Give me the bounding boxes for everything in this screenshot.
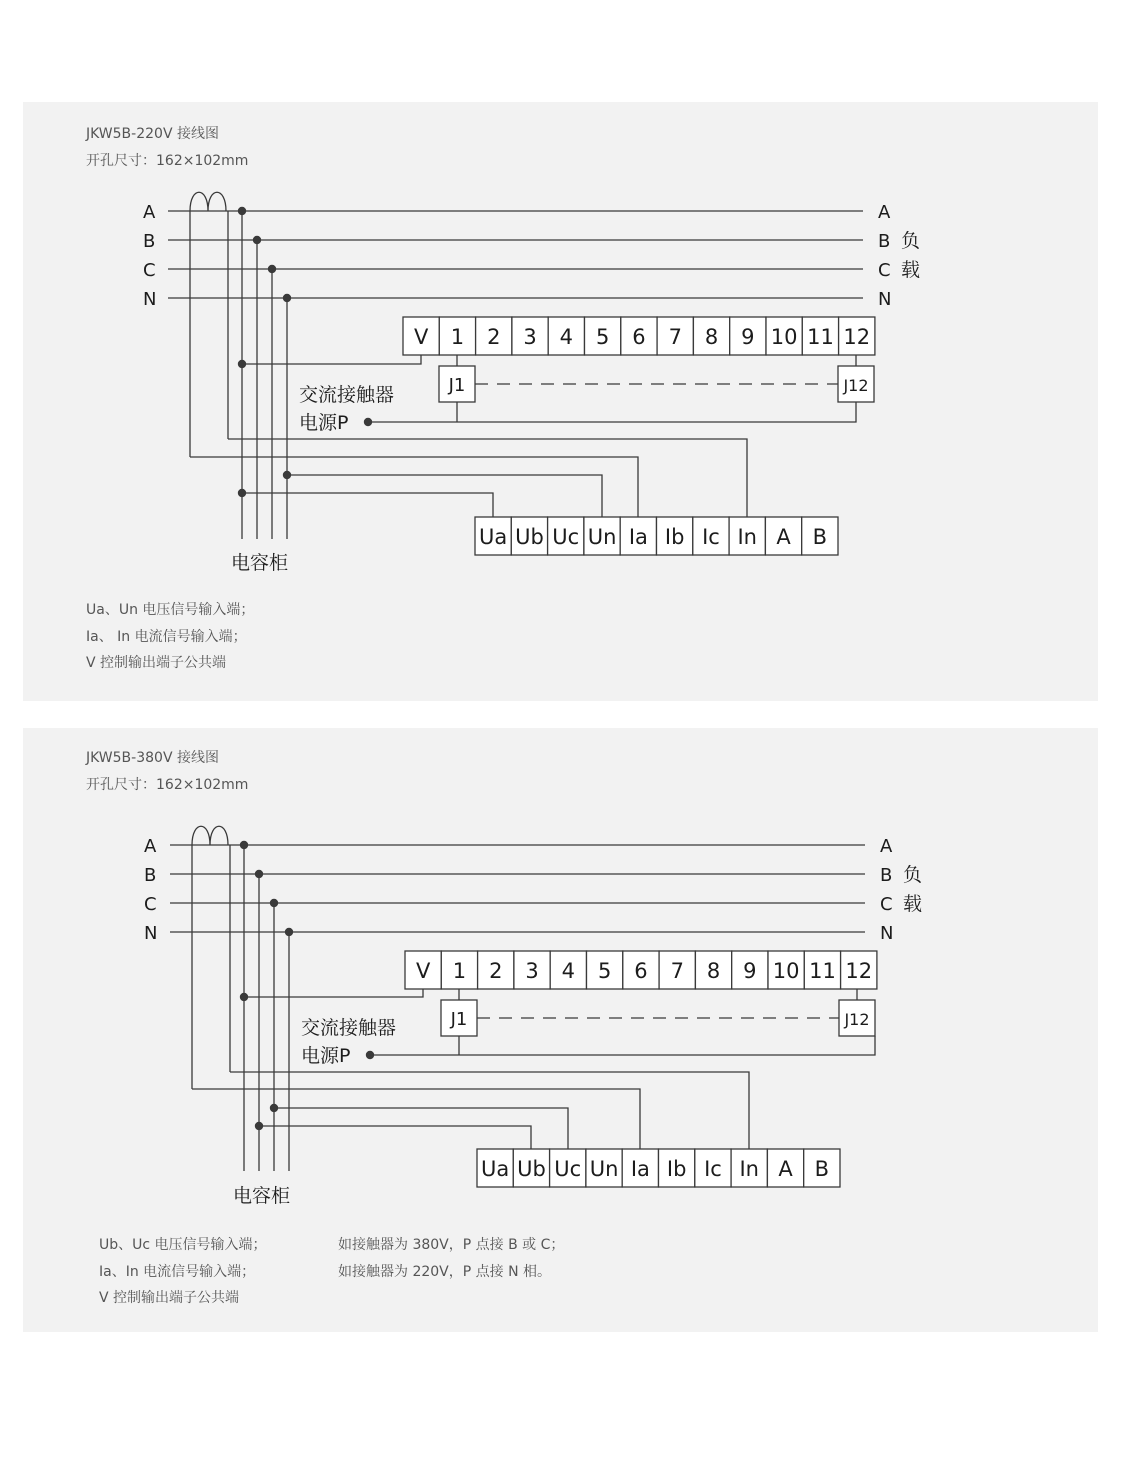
relay-terminal-label: 7 [668,325,682,349]
diagram-canvas [23,728,1098,1332]
load-label-2: 载 [901,259,921,281]
signal-terminal-label: A [778,1157,793,1181]
ub-signal-wire [259,1126,531,1149]
phase-n-left: N [143,289,157,310]
phase-a-left: A [144,836,157,857]
relay-terminal-label: 6 [634,959,648,983]
phase-a-left: A [143,202,156,223]
power-label: 电源P [299,412,349,434]
power-p-dot [366,1051,374,1059]
note-line-1: Ua、Un 电压信号输入端； [86,602,255,618]
relay-terminal-label: V [413,325,429,349]
junction-dot [240,841,248,849]
relay-terminal-label: 3 [525,959,539,983]
phase-n-right: N [880,923,894,944]
relay-terminal-label: 4 [561,959,576,983]
junction-dot [255,1122,263,1130]
signal-terminal-label: Ub [515,525,544,549]
signal-terminal-block [475,517,838,555]
signal-terminal-label: Ub [517,1157,546,1181]
un-signal-wire [287,475,602,517]
power-p-dot [364,418,372,426]
power-label: 电源P [301,1045,351,1067]
phase-c-right: C [880,894,893,915]
relay-terminal-label: 10 [772,959,800,983]
v-common-wire [244,989,423,997]
diagram-title: JKW5B-380V 接线图 [86,750,219,766]
phase-n-right: N [878,289,892,310]
relay-terminal-label: 8 [704,325,719,349]
load-label-2: 载 [903,893,923,915]
signal-terminal-label: Ua [481,1157,510,1181]
relay-terminal-label: 5 [595,325,610,349]
in-signal-wire [228,439,747,517]
relay-terminal-block [403,317,875,355]
relay-terminal-label: 5 [597,959,612,983]
junction-dot [238,207,246,215]
relay-terminal-label: 1 [450,325,465,349]
junction-dot [253,236,261,244]
ua-signal-wire [242,493,493,517]
signal-terminal-label: Uc [554,1157,582,1181]
junction-dot [283,471,291,479]
signal-terminal-label: A [776,525,791,549]
relay-terminal-label: 11 [809,959,836,983]
note-line-3: V 控制输出端子公共端 [99,1290,240,1306]
v-common-wire [242,355,421,364]
note-line-1: Ub、Uc 电压信号输入端； [99,1237,267,1253]
current-transformer-coil [190,192,226,211]
relay-terminal-label: 2 [489,959,503,983]
junction-dot [283,294,291,302]
signal-terminal-label: Ia [628,525,648,549]
junction-dot [240,993,248,1001]
phase-b-right: B [878,231,891,252]
relay-terminal-label: 12 [843,325,871,349]
in-signal-wire [230,1072,749,1149]
note-right-2: 如接触器为 220V，P 点接 N 相。 [338,1264,552,1280]
cutout-size: 开孔尺寸：162×102mm [86,777,249,793]
phase-a-right: A [880,836,893,857]
junction-dot [238,489,246,497]
contactor-j12-label: J12 [844,1010,870,1029]
junction-dot [285,928,293,936]
phase-a-right: A [878,202,891,223]
signal-terminal-label: Ua [479,525,508,549]
junction-dot [238,360,246,368]
note-right-1: 如接触器为 380V，P 点接 B 或 C； [338,1237,565,1253]
wiring-diagram-220v [23,102,1098,701]
junction-dot [255,870,263,878]
signal-terminal-label: Ic [704,1157,722,1181]
wiring-diagram-380v [23,728,1098,1332]
relay-terminal-label: 7 [670,959,684,983]
relay-terminal-label: 12 [845,959,873,983]
phase-c-right: C [878,260,891,281]
phase-n-left: N [144,923,158,944]
phase-b-right: B [880,865,893,886]
power-p-wire [370,1036,875,1055]
note-line-3: V 控制输出端子公共端 [86,655,227,671]
contactor-j1-label: J1 [450,1009,468,1030]
signal-terminal-label: Ib [666,1157,687,1181]
current-transformer-coil [192,826,228,845]
relay-terminal-label: 10 [770,325,798,349]
relay-terminal-label: 9 [741,325,755,349]
junction-dot [270,899,278,907]
signal-terminal-label: B [814,1157,830,1181]
phase-b-left: B [144,865,157,886]
note-line-2: Ia、 In 电流信号输入端； [86,629,247,645]
capacitor-cabinet-label: 电容柜 [233,1185,291,1207]
contactor-j1-label: J1 [448,375,466,396]
relay-terminal-label: 11 [807,325,834,349]
relay-terminal-label: 3 [523,325,537,349]
signal-terminal-label: Uc [552,525,580,549]
phase-b-left: B [143,231,156,252]
signal-terminal-label: Ib [664,525,685,549]
signal-terminal-label: Un [589,1157,619,1181]
relay-terminal-label: 4 [559,325,574,349]
load-label-1: 负 [903,864,923,886]
load-label-1: 负 [901,230,921,252]
relay-terminal-block [405,951,877,989]
diagram-canvas [23,102,1098,701]
signal-terminal-label: Ic [702,525,720,549]
contactor-label: 交流接触器 [301,1017,397,1039]
signal-terminal-label: B [812,525,828,549]
relay-terminal-label: 1 [452,959,467,983]
relay-terminal-label: 6 [632,325,646,349]
contactor-j12-label: J12 [843,376,869,395]
signal-terminal-label: In [739,1157,760,1181]
signal-terminal-label: Ia [630,1157,650,1181]
relay-terminal-label: 8 [706,959,721,983]
signal-terminal-label: Un [587,525,617,549]
power-p-wire [368,402,856,422]
contactor-label: 交流接触器 [299,384,395,406]
uc-signal-wire [274,1108,568,1149]
cutout-size: 开孔尺寸：162×102mm [86,153,249,169]
signal-terminal-label: In [737,525,758,549]
junction-dot [268,265,276,273]
phase-c-left: C [143,260,156,281]
relay-terminal-label: 2 [487,325,501,349]
relay-terminal-label: 9 [743,959,757,983]
relay-terminal-label: V [415,959,431,983]
note-line-2: Ia、In 电流信号输入端； [99,1264,256,1280]
signal-terminal-block [477,1149,840,1187]
diagram-title: JKW5B-220V 接线图 [86,126,219,142]
phase-c-left: C [144,894,157,915]
junction-dot [270,1104,278,1112]
capacitor-cabinet-label: 电容柜 [231,552,289,574]
